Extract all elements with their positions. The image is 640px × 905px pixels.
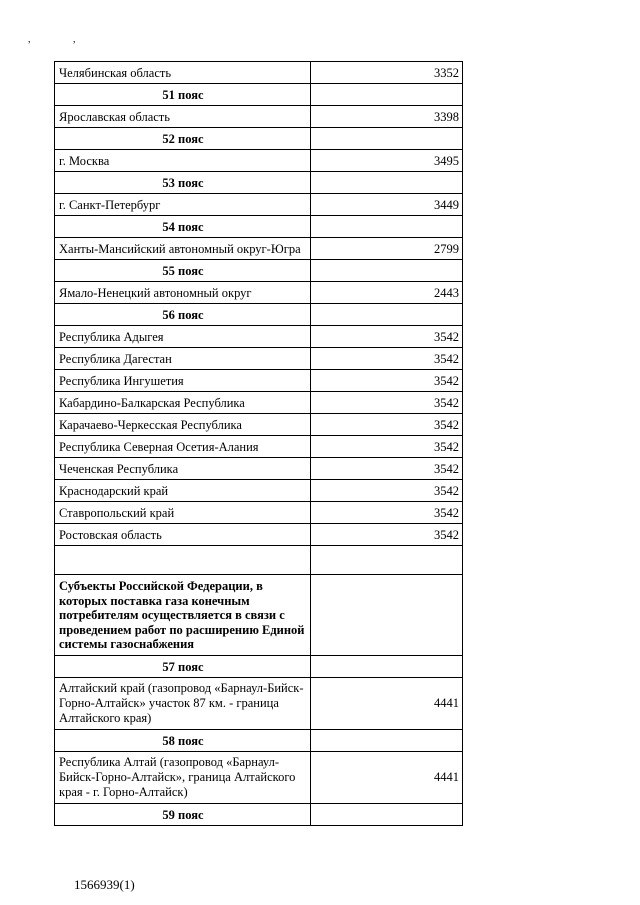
- empty-cell: [311, 304, 463, 326]
- price-value: 3542: [311, 502, 463, 524]
- empty-cell: [311, 803, 463, 825]
- price-value: 3542: [311, 524, 463, 546]
- region-name: Челябинская область: [55, 62, 311, 84]
- region-name: Республика Ингушетия: [55, 370, 311, 392]
- zone-label: 55 пояс: [55, 260, 311, 282]
- region-name: г. Москва: [55, 150, 311, 172]
- price-value: 3542: [311, 370, 463, 392]
- table-row: [55, 326, 463, 348]
- region-name: Ханты-Мансийский автономный округ-Югра: [55, 238, 311, 260]
- table-row: [55, 370, 463, 392]
- region-name: Карачаево-Черкесская Республика: [55, 414, 311, 436]
- region-name: г. Санкт-Петербург: [55, 194, 311, 216]
- zone-row: [55, 729, 463, 751]
- price-value: 4441: [311, 751, 463, 803]
- empty-cell: [311, 260, 463, 282]
- zone-label: 58 пояс: [55, 729, 311, 751]
- region-name: Ростовская область: [55, 524, 311, 546]
- zone-label: 57 пояс: [55, 655, 311, 677]
- zone-row: [55, 260, 463, 282]
- region-name: Ярославская область: [55, 106, 311, 128]
- price-value: 3449: [311, 194, 463, 216]
- table-row: [55, 238, 463, 260]
- table-row: [55, 392, 463, 414]
- zone-row: [55, 128, 463, 150]
- section-heading: Субъекты Российской Федерации, в которых поставка газа конечным потребителям осуществляется в связи с проведением работ по расширению Единой системы газоснабжения: [55, 575, 311, 656]
- empty-cell: [55, 546, 311, 575]
- zone-label: 52 пояс: [55, 128, 311, 150]
- price-value: 3495: [311, 150, 463, 172]
- document-number: 1566939(1): [74, 877, 135, 892]
- empty-cell: [311, 128, 463, 150]
- blank-row: [55, 546, 463, 575]
- price-value: 3542: [311, 436, 463, 458]
- region-name: Краснодарский край: [55, 480, 311, 502]
- region-name: Чеченская Республика: [55, 458, 311, 480]
- table-row: [55, 436, 463, 458]
- zone-row: [55, 216, 463, 238]
- price-value: 4441: [311, 677, 463, 729]
- empty-cell: [311, 575, 463, 656]
- table-row: [55, 480, 463, 502]
- table-body: [55, 62, 463, 826]
- scan-marks: , ,: [28, 34, 96, 45]
- price-value: 3542: [311, 458, 463, 480]
- zone-row: [55, 803, 463, 825]
- table-row: [55, 194, 463, 216]
- region-name: Кабардино-Балкарская Республика: [55, 392, 311, 414]
- empty-cell: [311, 84, 463, 106]
- region-name: Ямало-Ненецкий автономный округ: [55, 282, 311, 304]
- table-row: [55, 502, 463, 524]
- empty-cell: [311, 172, 463, 194]
- price-value: 3542: [311, 392, 463, 414]
- table-row: [55, 282, 463, 304]
- zone-row: [55, 84, 463, 106]
- table-row: [55, 751, 463, 803]
- table-row: [55, 348, 463, 370]
- zone-row: [55, 655, 463, 677]
- gas-price-zones-table: [54, 61, 463, 826]
- zone-label: 56 пояс: [55, 304, 311, 326]
- empty-cell: [311, 546, 463, 575]
- region-name: Республика Адыгея: [55, 326, 311, 348]
- price-value: 3398: [311, 106, 463, 128]
- zone-label: 51 пояс: [55, 84, 311, 106]
- section-heading-row: [55, 575, 463, 656]
- zone-row: [55, 172, 463, 194]
- price-value: 2799: [311, 238, 463, 260]
- table-row: [55, 106, 463, 128]
- region-name: Республика Алтай (газопровод «Барнаул-Бийск-Горно-Алтайск», граница Алтайского края - г. Горно-Алтайск): [55, 751, 311, 803]
- empty-cell: [311, 216, 463, 238]
- price-value: 3352: [311, 62, 463, 84]
- zone-row: [55, 304, 463, 326]
- table-row: [55, 524, 463, 546]
- table-row: [55, 414, 463, 436]
- empty-cell: [311, 729, 463, 751]
- price-value: 3542: [311, 348, 463, 370]
- zone-label: 59 пояс: [55, 803, 311, 825]
- region-name: Республика Северная Осетия-Алания: [55, 436, 311, 458]
- price-value: 3542: [311, 480, 463, 502]
- region-name: Алтайский край (газопровод «Барнаул-Бийск-Горно-Алтайск» участок 87 км. - граница Алтайского края): [55, 677, 311, 729]
- table-row: [55, 62, 463, 84]
- zone-label: 54 пояс: [55, 216, 311, 238]
- empty-cell: [311, 655, 463, 677]
- table-row: [55, 458, 463, 480]
- table-row: [55, 677, 463, 729]
- price-value: 2443: [311, 282, 463, 304]
- region-name: Республика Дагестан: [55, 348, 311, 370]
- price-value: 3542: [311, 326, 463, 348]
- price-value: 3542: [311, 414, 463, 436]
- region-name: Ставропольский край: [55, 502, 311, 524]
- zone-label: 53 пояс: [55, 172, 311, 194]
- table-row: [55, 150, 463, 172]
